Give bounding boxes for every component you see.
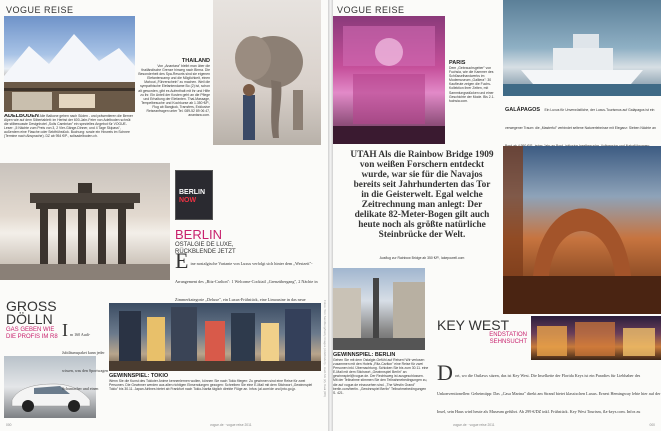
mountain-illustration	[4, 16, 135, 112]
left-page	[0, 0, 328, 431]
tokio-text: Wenn Sie die Kunst des Tokioter Anime kennenlernen wollen, können Sie nach Tokio fliegen: Zu gewinnen sind eine Reise für zwei Personen. Die Gewinner werden aus allen richtigen Einsendungen gezogen: Schreiben Sie eine E-Mail mit dem Stichwort „Gewinnspiel Tokio" bis 30.11. Japan Airlines bietet ab Frankfurt nach Tokio-Narita täglich direkte Flüge an. Infos: jal.com/de und jnto.go.jp.	[109, 379, 313, 392]
utah-caption-visible: Ausflug zur Rainbow Bridge ab 350 €/P., lakepowell.com	[379, 256, 465, 260]
page-number-right: 000	[649, 423, 655, 427]
gross-dolln-dropcap: I	[62, 323, 68, 340]
chandelier-illustration	[333, 16, 445, 144]
key-west-title: KEY WEST	[437, 317, 510, 333]
berlin-contest-title: GEWINNSPIEL: BERLIN	[333, 352, 396, 358]
right-page	[333, 0, 661, 431]
elephant-photo	[213, 0, 321, 145]
photo-credit: Fotos: Tom Sandberg/Getty Images (Adelboden) · Audi AG (2), Kaal (R8)	[323, 300, 327, 397]
berlin-subtitle-2: RÜCKBLENDE JETZT	[175, 249, 236, 255]
berlin-dropcap: E	[175, 252, 189, 273]
galapagos-yacht-photo	[503, 0, 661, 96]
footer-right: vogue.de · vogue reise 2011	[453, 423, 495, 427]
gross-dolln-text: m 160 Audi-Jubiläumspaket kann jeder wissen, was den Sportwagen Schumacher und einen	[62, 332, 108, 391]
section-header: VOGUE REISE	[337, 5, 405, 15]
gate-illustration	[0, 163, 170, 280]
nightlife-illustration	[531, 316, 661, 360]
gross-dolln-title-1: GROSS	[6, 298, 57, 314]
berlin-contest-text: Gehen Sie mit dem Ostalgie-Gefühl auf Reisen! Wir verlosen zusammen mit den Hotels „Ritz-Carlton" eine Reise für zwei Personen inkl. Übernachtung. Schicken Sie bis zum 30.11. eine E-Mail mit dem Stichwort „Gewinnspiel Berlin" an gewinnspiel@vogue.de. Der Rechtsweg ist ausgeschlossen. Mit der Teilnahme stimmen Sie den Teilnahmebedingungen zu, die auf vogue.de einzusehen sind. „The Westin Grand" berlin.com/berlin. „Gewinnspiel Berlin" Teilnahmebedingungen S. 421.	[333, 358, 429, 395]
gross-dolln-title-2: DÖLLN	[6, 311, 53, 327]
city-illustration	[109, 303, 321, 371]
thailand-text: Von „Anantara" bleibt man über die thailändische Grenze hinweg nach Birma. Die Besonderheit des Spa-Resorts sind sie eigenen Elefantencamp und die Möglichkeit, einen Mahout „Führerschein" zu machen. Weil die sympathische Elefantendame Bo (2) ist, schon alt geworden, gibt es Aufenthalt mit ihr und Hilfe zu ihr. Ein Anteil der Kosten geht an die Pflege und Erhaltung der Elefanten. Thai-Massage, Tempelbesuche und Kochkurse ab 1.350 €/P., Flug ab Bangkok, Transfers, Exklusive Reiseanfragen unter Tel. 089-52 89 06 47, anantara.com.	[138, 64, 210, 118]
berlin-text: ine nostalgische Variante von Luxus verfolgt sich hinter dem „Westzeit"-Arrangement des „Ritz-Carlton": 1 Welcome-Cocktail „Grenzübergang", 2 Nächte in Zimmerkategorie „Deluxe", ein Luxus-Frühstück, eine Limousine in das neue	[175, 261, 318, 302]
gross-dolln-subtitle-1: GAS GEBEN WIE	[6, 327, 55, 333]
rainbow-bridge-photo	[503, 146, 661, 314]
paris-photo	[333, 16, 445, 144]
adelboden-title: ADELBODEN	[4, 114, 39, 119]
adelboden-photo	[4, 16, 135, 112]
galapagos-text: Ein Luxus für Unverwüstliche, der Luxus-Tourismus auf Galápagos ist ein verwegener Traum: die „Masterful" verbindet seltene Naturerlebnisse mit Eleganz: Sieben Nächte an	[505, 108, 656, 130]
elephant-illustration	[213, 0, 321, 145]
key-west-dropcap: D	[437, 364, 453, 385]
adelboden-text: Alle Balkone gehen nach Süden - und präsentieren die Berner Alpen wie auf dem Silbertablett: im Herbst der 600-Jahr-Feier von Adelboden schnüt die stilbewusste Designhotel „Solis Cambrian" ein spezielles Angebot für VOGUE-Leser: „5 Nächte zum Preis von 3, 2 Vier-Gänge-Dinner, und 4 Tage Skipass", außerdem eine Flasche oder Sektfrühstück. Buchung: sowie ein Hinweis im Schnee (Termine nach Absprache). DZ ab 954 €/P., solisadelboden.ch.	[4, 114, 133, 139]
section-header: VOGUE REISE	[6, 5, 74, 15]
key-west-subtitle-1: ENDSTATION	[489, 332, 527, 338]
key-west-subtitle-2: SEHNSUCHT	[489, 339, 527, 345]
footer-left: vogue.de · vogue reise 2011	[210, 423, 252, 427]
key-west-night-photo	[531, 316, 661, 360]
brandenburg-gate-photo	[0, 163, 170, 280]
gross-dolln-subtitle-2: DIE PROFIS IM R8	[6, 334, 58, 340]
thailand-title: THAILAND	[181, 58, 210, 64]
book-title-line2: NOW	[179, 197, 197, 204]
street-illustration	[333, 268, 425, 350]
berlin-subtitle-1: OSTALGIE DE LUXE,	[175, 242, 234, 248]
page-number-left: 000	[6, 423, 12, 427]
paris-text: Dem „Gebrauchsgeber" von Fuchsia, wie die Kammer des Schlüsselhandwerks im Modemuseum „Galliera": 30 Kaufleute zeigen die Fuchs-Kollektion ihrer Zeiten, mit Sammlungsstücken und einer Geschichte der Mode. Bis 2.1. fuchsia.com.	[449, 66, 495, 103]
key-west-text: ort, wo die Outlaws sitzen, das ist Key West. Die Inselkette der Florida Keys ist ein Paradies für Liebhaber des Unkonventionellen: Geheimtipp: Das „Casa Marina" direkt am Strand bietet klassischen Luxus. Ernest Hemingway lebte hier auf der Insel, sein Haus wird heute als Museum geführt. Ab 299 €/DZ inkl. Frühstück. Key West Tourism, fla-keys.com. Infos zu	[437, 373, 661, 414]
paris-title: PARIS	[449, 60, 466, 66]
yacht-illustration	[503, 0, 661, 96]
berlin-now-book-cover	[175, 170, 213, 220]
tokio-street-photo	[109, 303, 321, 371]
berlin-street-photo	[333, 268, 425, 350]
utah-quote: UTAH Als die Rainbow Bridge 1909 von weißen Forschern entdeckt wurde, war sie für die Navajos bereits seit Jahrhunderten das Tor in die Geisterwelt. Egal welche Zeitrechnung man anlegt: Der delikate 82-Meter-Bogen gilt auch heute noch als größte natürliche Steinbrücke der Welt.	[350, 150, 494, 240]
book-title-line1: BERLIN	[179, 189, 206, 196]
tokio-title: GEWINNSPIEL: TOKIO	[109, 373, 169, 379]
galapagos-title: GALÁPAGOS	[505, 107, 541, 113]
berlin-title: BERLIN	[175, 227, 222, 242]
arch-illustration	[503, 146, 661, 314]
